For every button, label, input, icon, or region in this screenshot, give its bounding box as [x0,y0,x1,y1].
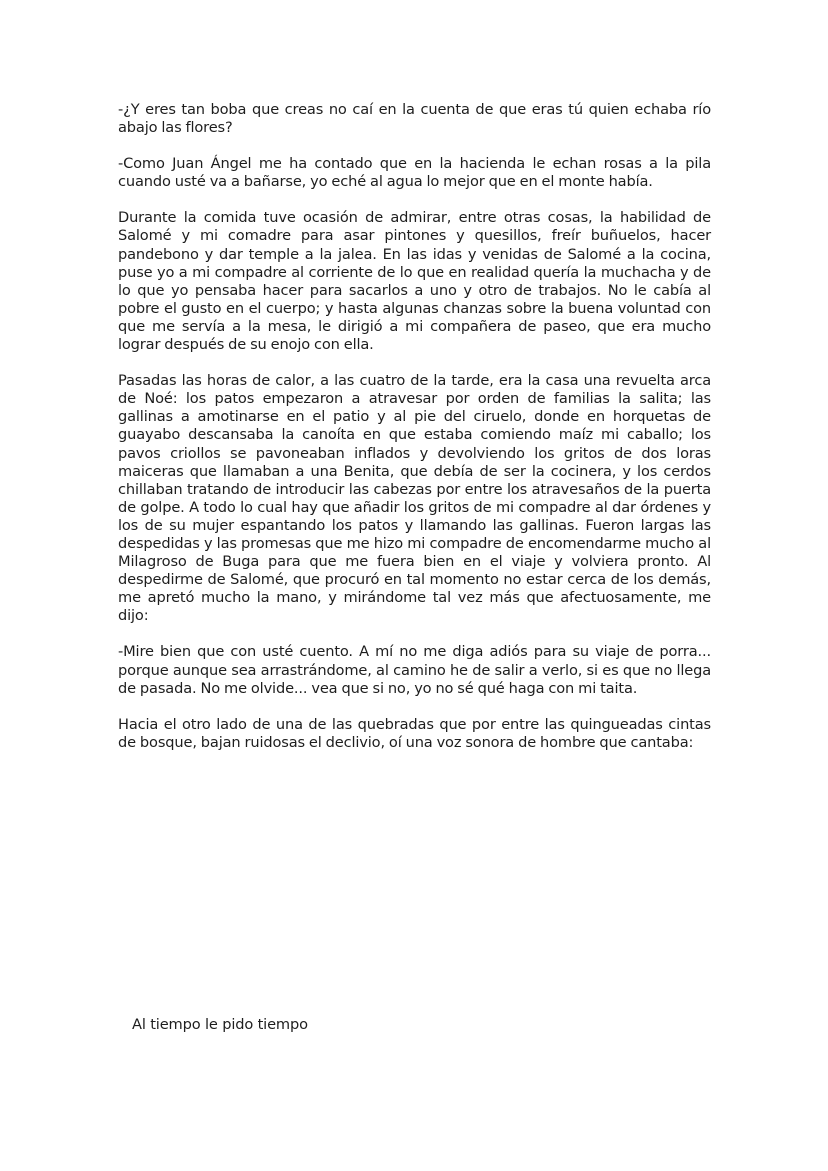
paragraph-salome-farewell: -Mire bien que con usté cuento. A mí no me diga adiós para su viaje de porra... porque aunque sea arrastrándome, al camino he de salir a verlo, si es que no llega de pasada. No me olvide... vea que si no, yo no sé qué haga con mi taita. [118,643,711,697]
paragraph-meal: Durante la comida tuve ocasión de admirar, entre otras cosas, la habilidad de Salomé y mi comadre para asar pintones y quesillos, freír buñuelos, hacer pandebono y dar temple a la jalea. En las idas y venidas de Salomé a la cocina, puse yo a mi compadre al corriente de lo que en realidad quería la muchacha y de lo que yo pensaba hacer para sacarlos a uno y otro de trabajos. No le cabía al pobre el gusto en el cuerpo; y hasta algunas chanzas sobre la buena voluntad con que me servía a la mesa, le dirigió a mi compañera de paseo, que era mucho lograr después de su enojo con ella. [118,209,711,354]
paragraph-dialogue-answer: -Como Juan Ángel me ha contado que en la hacienda le echan rosas a la pila cuando usté va a bañarse, yo eché al agua lo mejor que en el monte había. [118,155,711,191]
paragraph-afternoon: Pasadas las horas de calor, a las cuatro de la tarde, era la casa una revuelta arca de Noé: los patos empezaron a atravesar por orden de familias la salita; las gallinas a amotinarse en el patio y al pie del ciruelo, donde en horquetas de guayabo descansaba la canoíta en que estaba comiendo maíz mi caballo; los pavos criollos se pavoneaban inflados y devolviendo los gritos de dos loras maiceras que llamaban a una Benita, que debía de ser la cocinera, y los cerdos chillaban tratando de introducir las cabezas por entre los atravesaños de la puerta de golpe. A todo lo cual hay que añadir los gritos de mi compadre al dar órdenes y los de su mujer espantando los patos y llamando las gallinas. Fueron largas las despedidas y las promesas que me hizo mi compadre de encomendarme mucho al Milagroso de Buga para que me fuera bien en el viaje y volviera pronto. Al despedirme de Salomé, que procuró en tal momento no estar cerca de los demás, me apretó mucho la mano, y mirándome tal vez más que afectuosamente, me dijo: [118,372,711,625]
paragraph-singing-voice: Hacia el otro lado de una de las quebradas que por entre las quingueadas cintas de bosque, bajan ruidosas el declivio, oí una voz sonora de hombre que cantaba: [118,715,711,751]
document-body [118,101,711,770]
paragraph-dialogue-question: -¿Y eres tan boba que creas no caí en la cuenta de que eras tú quien echaba río abajo las flores? [118,101,711,137]
verse-line: Al tiempo le pido tiempo [132,1016,308,1033]
